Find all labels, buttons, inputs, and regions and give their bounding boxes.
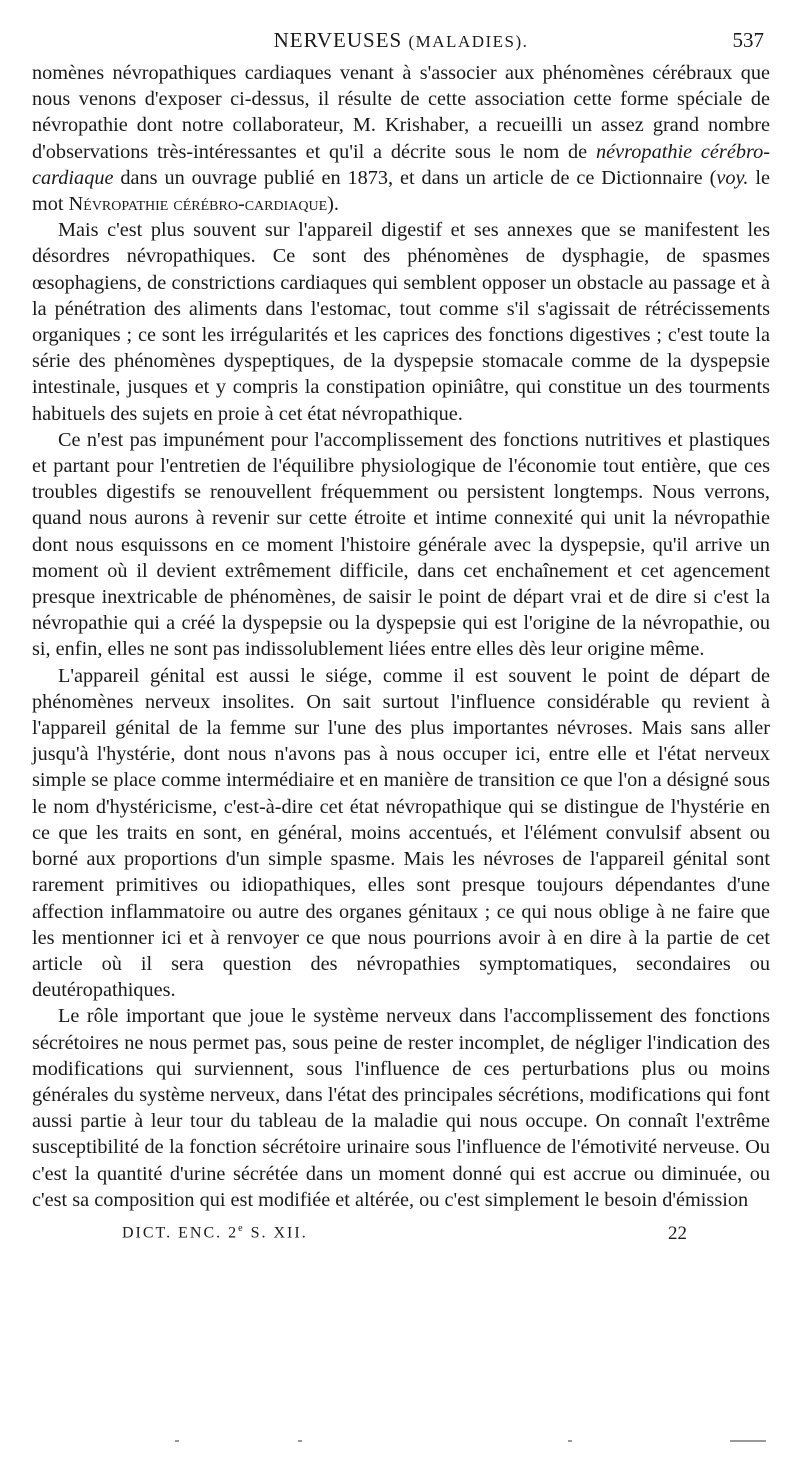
printer-signature bbox=[122, 1223, 308, 1242]
running-title-sub: (MALADIES). bbox=[408, 32, 529, 51]
footer bbox=[32, 1223, 770, 1253]
running-head bbox=[32, 24, 770, 60]
text-run: Mais c'est plus souvent sur l'appareil digestif et ses annexes que se manifestent les désordres névropathiques. Ce sont des phénomènes de dysphagie, de spasmes œsophagiens, de constrictions cardiaques qui semblent opposer un obstacle au passage et à la pénétration des aliments dans l'estomac, tout comme s'il s'agissait de rétrécissements organiques ; ce sont les irrégularités et les caprices des fonctions digestives ; c'est toute la série des phénomènes dyspeptiques, de la dyspepsie stomacale comme de la dyspepsie intestinale, jusques et y compris la constipation opiniâtre, qui constitue un des tourments habituels des sujets en proie à cet état névropathique. bbox=[32, 219, 770, 425]
sheet-number: 22 bbox=[668, 1222, 687, 1244]
running-title bbox=[32, 28, 770, 53]
text-run: le mot bbox=[32, 166, 770, 216]
running-title-main: NERVEUSES bbox=[273, 28, 403, 52]
paragraph bbox=[32, 60, 770, 217]
body-text bbox=[32, 60, 770, 1213]
scan-speck bbox=[175, 1440, 179, 1442]
paragraph bbox=[32, 663, 770, 1004]
scan-specks bbox=[0, 1440, 800, 1444]
scan-speck bbox=[730, 1440, 766, 1442]
small-caps-run: Névropathie cérébro-cardiaque bbox=[68, 193, 328, 216]
scan-speck bbox=[568, 1440, 572, 1442]
text-run: L'appareil génital est aussi le siége, comme il est souvent le point de départ de phénomènes nerveux insolites. On sait surtout l'influence considérable qu revient à l'appareil génital de la femme sur l'une des plus importantes névroses. Mais sans aller jusqu'à l'hystérie, dont nous n'avons pas à nous occuper ici, entre elle et l'état nerveux simple se place comme intermédiaire et en manière de transition ce que l'on a désigné sous le nom d'hystéricisme, c'est-à-dire cet état névropathique qui se distingue de l'hystérie en ce que les traits en sont, en général, moins accentués, et l'élément convulsif absent ou borné aux proportions d'un simple spasme. Mais les névroses de l'appareil génital sont rarement primitives ou idiopathiques, elles sont presque toujours dépendantes d'une affection inflammatoire ou autre des organes génitaux ; ce qui nous oblige à ne faire que les mentionner ici et à renvoyer ce que nous pourrions avoir à en dire à la partie de cet article où il sera question des névropathies symptomatiques, secondaires ou deutéropathiques. bbox=[32, 664, 770, 1002]
text-run: nomènes névropathiques cardiaques venant à s'associer aux phénomènes cérébraux que nous venons d'exposer ci-dessus, il résulte de cette association cette forme spéciale de névropathie dont notre collaborateur, M. Krishaber, a recueilli un assez grand nombre d'observations très-intéressantes et qu'il a décrite sous le nom de bbox=[32, 62, 770, 163]
paragraph bbox=[32, 427, 770, 663]
text-run: Le rôle important que joue le système nerveux dans l'accomplissement des fonctions sécrétoires ne nous permet pas, sous peine de rester incomplet, de négliger l'indication des modifications qui surviennent, sous l'influence de ces perturbations plus ou moins générales du système nerveux, dans l'état des principales sécrétions, modifications qui font aussi partie à leur tour du tableau de la maladie qui nous occupe. On connaît l'extrême susceptibilité de la fonction sécrétoire urinaire sous l'influence de l'émotivité nerveuse. Ou c'est la quantité d'urine sécrétée dans un moment donné qui est accrue ou diminuée, ou c'est sa composition qui est modifiée et altérée, ou c'est simplement le besoin d'émission bbox=[32, 1005, 770, 1211]
paragraph bbox=[32, 217, 770, 427]
paragraph bbox=[32, 1003, 770, 1213]
page-number: 537 bbox=[732, 28, 764, 52]
italic-run: voy. bbox=[716, 166, 749, 189]
signature-suffix: S. XII. bbox=[244, 1224, 308, 1242]
italic-run: névropathie cérébro-cardiaque bbox=[32, 140, 771, 189]
page bbox=[32, 24, 770, 1253]
text-run: Ce n'est pas impunément pour l'accomplissement des fonctions nutritives et plastiques et partant pour l'entretien de l'équilibre physiologique de l'économie tout entière, que ces troubles digestifs se renouvellent fréquemment ou persistent longtemps. Nous verrons, quand nous aurons à revenir sur cette étroite et intime connexité qui unit la névropathie dont nous esquissons en ce moment l'histoire générale avec la dyspepsie, qu'il arrive un moment où il devient extrêmement difficile, dans cet enchaînement et cet agencement presque inextricable de phénomènes, de saisir le point de départ vrai et de dire si c'est la névropathie qui a créé la dyspepsie ou la dyspepsie qui est l'origine de la névropathie, ou si, enfin, elles ne sont pas indissolublement liées entre elles dès leur origine même. bbox=[32, 428, 770, 661]
scan-speck bbox=[298, 1440, 302, 1442]
text-run: ). bbox=[327, 193, 339, 216]
signature-prefix: DICT. ENC. 2 bbox=[122, 1224, 239, 1242]
text-run: dans un ouvrage publié en 1873, et dans un article de ce Dictionnaire ( bbox=[113, 166, 717, 189]
signature-sup: e bbox=[238, 1222, 245, 1234]
